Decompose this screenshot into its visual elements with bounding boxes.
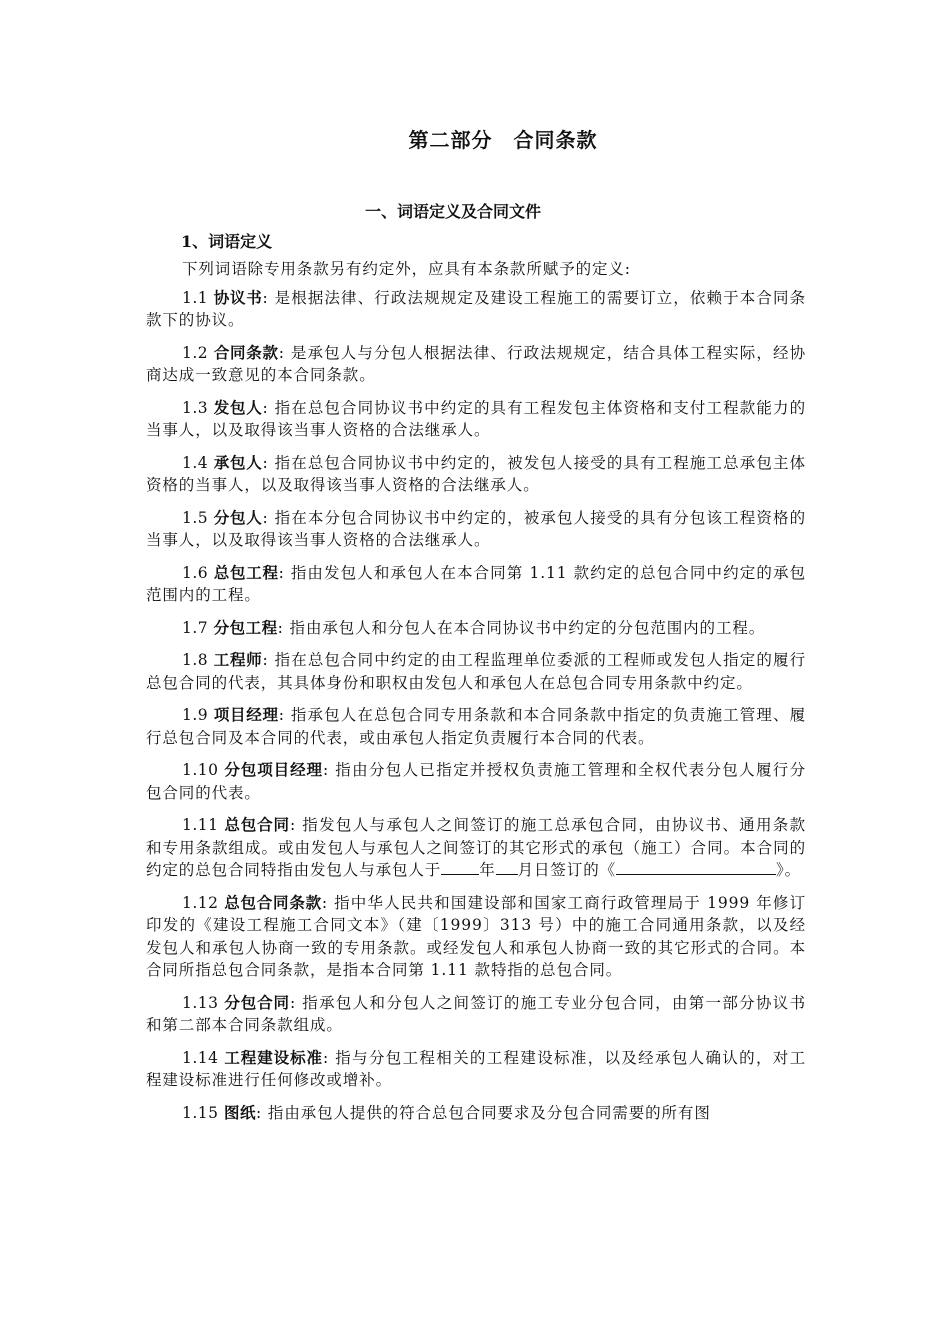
definition-text: : 指由承包人提供的符合总包合同要求及分包合同需要的所有图: [255, 1103, 711, 1122]
definition-1-5: [146, 507, 806, 552]
close-label: 》。: [776, 861, 802, 879]
definition-text: : 指由承包人和分包人在本合同协议书中约定的分包范围内的工程。: [277, 618, 766, 637]
defined-term: 总包工程: [213, 563, 279, 582]
defined-term: 工程建设标准: [224, 1048, 323, 1067]
section-title: 一、词语定义及合同文件: [364, 202, 541, 221]
clause-number: 1.1: [182, 288, 214, 307]
definition-1-2: [146, 342, 806, 387]
clause-number: 1.3: [182, 398, 214, 417]
definition-text: : 指发包人与承包人之间签订的施工总承包合同，由协议书、通用条款和专用条款组成。或由发包人与承包人之间签订的其它形式的承包（施工）合同。本合同的约定的总包合同特指由发包人与承包人于: [146, 816, 806, 879]
definition-text: : 指在本分包合同协议书中约定的，被承包人接受的具有分包该工程资格的当事人，以及取得该当事人资格的合法继承人。: [146, 508, 806, 549]
defined-term: 项目经理: [213, 706, 279, 724]
definition-1-8: [146, 649, 806, 694]
defined-term: 分包项目经理: [224, 761, 323, 779]
definition-text: : 指由分包人已指定并授权负责施工管理和全权代表分包人履行分包合同的代表。: [146, 761, 806, 802]
definition-text: : 指中华人民共和国建设部和国家工商行政管理局于 1999 年修订印发的《建设工程施工合同文本》（建〔1999〕313 号）中的施工合同通用条款，以及经发包人和承包人协商一致的专用条款。或经发包人和承包人协商一致的其它形式的合同。本合同所指总包合同条款，是指本合同第 1.11 款特指的总包合同。: [146, 893, 806, 979]
year-blank: [441, 859, 479, 875]
definition-text: : 是承包人与分包人根据法律、行政法规规定，结合具体工程实际，经协商达成一致意见的本合同条款。: [146, 343, 806, 384]
clause-number: 1.13: [182, 993, 225, 1012]
definition-text: : 指与分包工程相关的工程建设标准，以及经承包人确认的，对工程建设标准进行任何修改或增补。: [146, 1048, 806, 1089]
intro-paragraph: 下列词语除专用条款另有约定外，应具有本条款所赋予的定义:: [182, 260, 631, 278]
clause-number: 1.6: [182, 563, 214, 582]
definition-1-4: [146, 452, 806, 497]
definition-text: : 指在总包合同协议书中约定的具有工程发包主体资格和支付工程款能力的当事人，以及取得该当事人资格的合法继承人。: [146, 398, 806, 439]
definition-1-3: [146, 397, 806, 442]
defined-term: 分包合同: [224, 993, 290, 1012]
defined-term: 承包人: [213, 453, 263, 472]
definition-text: : 指在总包合同中约定的由工程监理单位委派的工程师或发包人指定的履行总包合同的代表，其具体身份和职权由发包人和承包人在总包合同专用条款中约定。: [146, 651, 806, 692]
defined-term: 工程师: [213, 651, 263, 669]
day-label: 日签订的《: [534, 861, 617, 879]
definition-text: : 指由发包人和承包人在本合同第 1.11 款约定的总包合同中约定的承包范围内的工程。: [146, 563, 806, 604]
clause-number: 1.7: [182, 618, 214, 637]
clause-number: 1.12: [182, 893, 225, 912]
clause-number: 1.14: [182, 1048, 225, 1067]
clause-number: 1.2: [182, 343, 214, 362]
defined-term: 分包工程: [213, 618, 278, 637]
clause-number: 1.8: [182, 651, 214, 669]
subsection-title: 1、词语定义: [181, 232, 273, 251]
definition-1-13: [146, 992, 806, 1037]
contract-name-blank: [616, 859, 776, 875]
definition-1-1: [146, 287, 806, 332]
document-body: [146, 258, 806, 1134]
definition-1-9: [146, 704, 806, 749]
month-blank: [496, 859, 518, 875]
definition-1-11: [146, 814, 806, 882]
clause-number: 1.5: [182, 508, 214, 527]
clause-number: 1.10: [182, 761, 225, 779]
year-label: 年: [479, 861, 496, 879]
defined-term: 图纸: [223, 1103, 256, 1122]
part-title: 第二部分 合同条款: [408, 128, 598, 152]
defined-term: 总包合同: [224, 816, 290, 834]
definition-text: : 指承包人在总包合同专用条款和本合同条款中指定的负责施工管理、履行总包合同及本合同的代表，或由承包人指定负责履行本合同的代表。: [146, 706, 806, 747]
defined-term: 分包人: [213, 508, 263, 527]
month-label: 月: [517, 861, 535, 879]
defined-term: 合同条款: [213, 343, 279, 362]
clause-number: 1.4: [182, 453, 214, 472]
definition-1-6: [146, 562, 806, 607]
definition-1-15: [146, 1102, 806, 1125]
definition-text: : 是根据法律、行政法规规定及建设工程施工的需要订立，依赖于本合同条款下的协议。: [146, 288, 806, 329]
definition-1-10: [146, 759, 806, 804]
defined-term: 发包人: [213, 398, 263, 417]
definition-text: : 指承包人和分包人之间签订的施工专业分包合同，由第一部分协议书和第二部本合同条款组成。: [146, 993, 806, 1034]
clause-number: 1.9: [182, 706, 214, 724]
definition-1-14: [146, 1047, 806, 1092]
definition-1-12: [146, 892, 806, 982]
clause-number: 1.11: [182, 816, 225, 834]
clause-number: 1.15: [182, 1103, 224, 1122]
definition-text: : 指在总包合同协议书中约定的，被发包人接受的具有工程施工总承包主体资格的当事人，以及取得该当事人资格的合法继承人。: [146, 453, 806, 494]
defined-term: 协议书: [213, 288, 263, 307]
defined-term: 总包合同条款: [224, 893, 322, 912]
definition-1-7: [146, 617, 806, 640]
